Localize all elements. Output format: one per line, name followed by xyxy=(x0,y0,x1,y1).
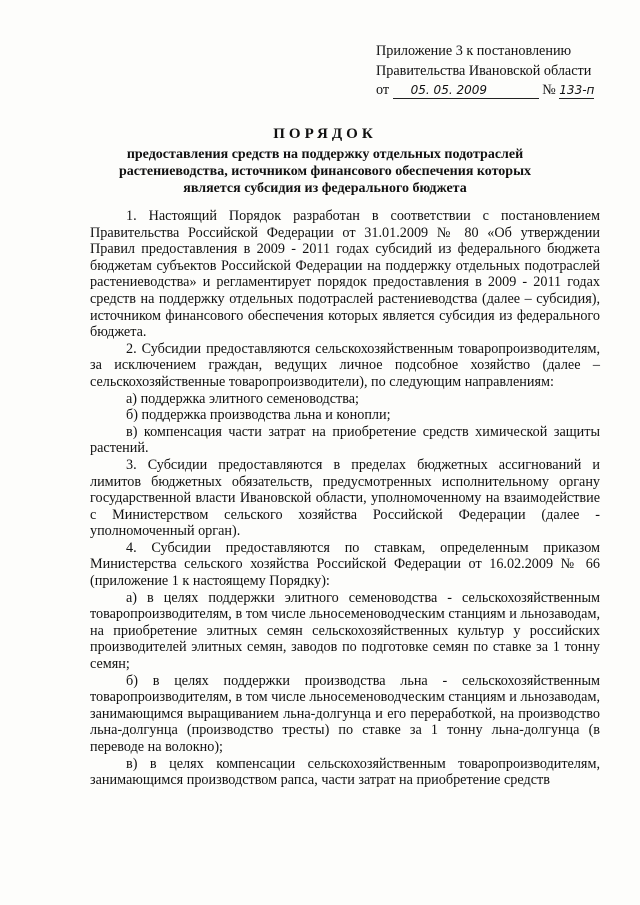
header-line-1: Приложение 3 к постановлению xyxy=(376,43,572,59)
document-body xyxy=(90,208,600,789)
paragraph-1: 1. Настоящий Порядок разработан в соответствии с постановлением Правительства Российской Федерации от 31.01.2009 № 80 «Об утверждении Правил предоставления в 2009 - 2011 годах субсидий из федерального бюджета бюджетам субъектов Российской Федерации на поддержку отдельных подотраслей растениеводства» и регламентирует порядок предоставления в 2009 - 2011 годах средств на поддержку отдельных подотраслей растениеводства (далее – субсидия), источником финансового обеспечения которых является субсидия из федерального бюджета. xyxy=(90,208,600,341)
paragraph-2: 2. Субсидии предоставляются сельскохозяйственным товаропроизводителям, за исключением граждан, ведущих личное подсобное хозяйство (далее – сельскохозяйственные товаропроизводители), по следующим направлениям: xyxy=(90,340,600,390)
list-item-4c: в) в целях компенсации сельскохозяйственным товаропроизводителям, занимающимся производством рапса, части затрат на приобретение средств xyxy=(90,755,600,789)
header-line-3 xyxy=(376,81,626,101)
title-block xyxy=(92,124,558,197)
list-item-4a: а) в целях поддержки элитного семеноводства - сельскохозяйственным товаропроизводителям, в том числе льносеменоводческим станциям и льнозаводам, на приобретение элитных семян сельскохозяйственных культур у российских производителей элитных семян, заводов по подготовке семян по ставке за 1 тонну семян; xyxy=(90,589,600,673)
paragraph-4: 4. Субсидии предоставляются по ставкам, определенным приказом Министерства сельского хозяйства Российской Федерации от 16.02.2009 № 66 (приложение 1 к настоящему Порядку): xyxy=(90,539,600,590)
header-line-2: Правительства Ивановской области xyxy=(376,62,592,79)
document-subtitle: предоставления средств на поддержку отдельных подотраслей растениеводства, источником финансового обеспечения которых является субсидия из федерального бюджета xyxy=(118,147,531,196)
from-label: от xyxy=(376,82,390,98)
document-title: ПОРЯДОК xyxy=(273,126,377,142)
list-item-4b: б) в целях поддержки производства льна - сельскохозяйственным товаропроизводителям, в том числе льносеменоводческим станциям и льнозаводам, занимающимся выращиванием льна-долгунца и его переработкой, на производство льна-долгунца (производство тресты) по ставке за 1 тонну льна-долгунца (в переводе на волокно); xyxy=(90,672,600,755)
paragraph-3: 3. Субсидии предоставляются в пределах бюджетных ассигнований и лимитов бюджетных обязательств, предусмотренных исполнительному органу государственной власти Ивановской области, уполномоченному на взаимодействие с Министерством сельского хозяйства Российской Федерации (далее - уполномоченный орган). xyxy=(90,456,600,540)
appendix-header xyxy=(376,42,626,101)
number-label: № xyxy=(542,82,556,98)
list-item-2a: а) поддержка элитного семеноводства; xyxy=(126,390,359,407)
handwritten-date: 05. 05. 2009 xyxy=(393,83,539,99)
list-item-2b: б) поддержка производства льна и конопли; xyxy=(126,407,391,424)
list-item-2c: в) компенсация части затрат на приобретение средств химической защиты растений. xyxy=(90,423,600,457)
handwritten-number: 133-п xyxy=(559,83,595,97)
